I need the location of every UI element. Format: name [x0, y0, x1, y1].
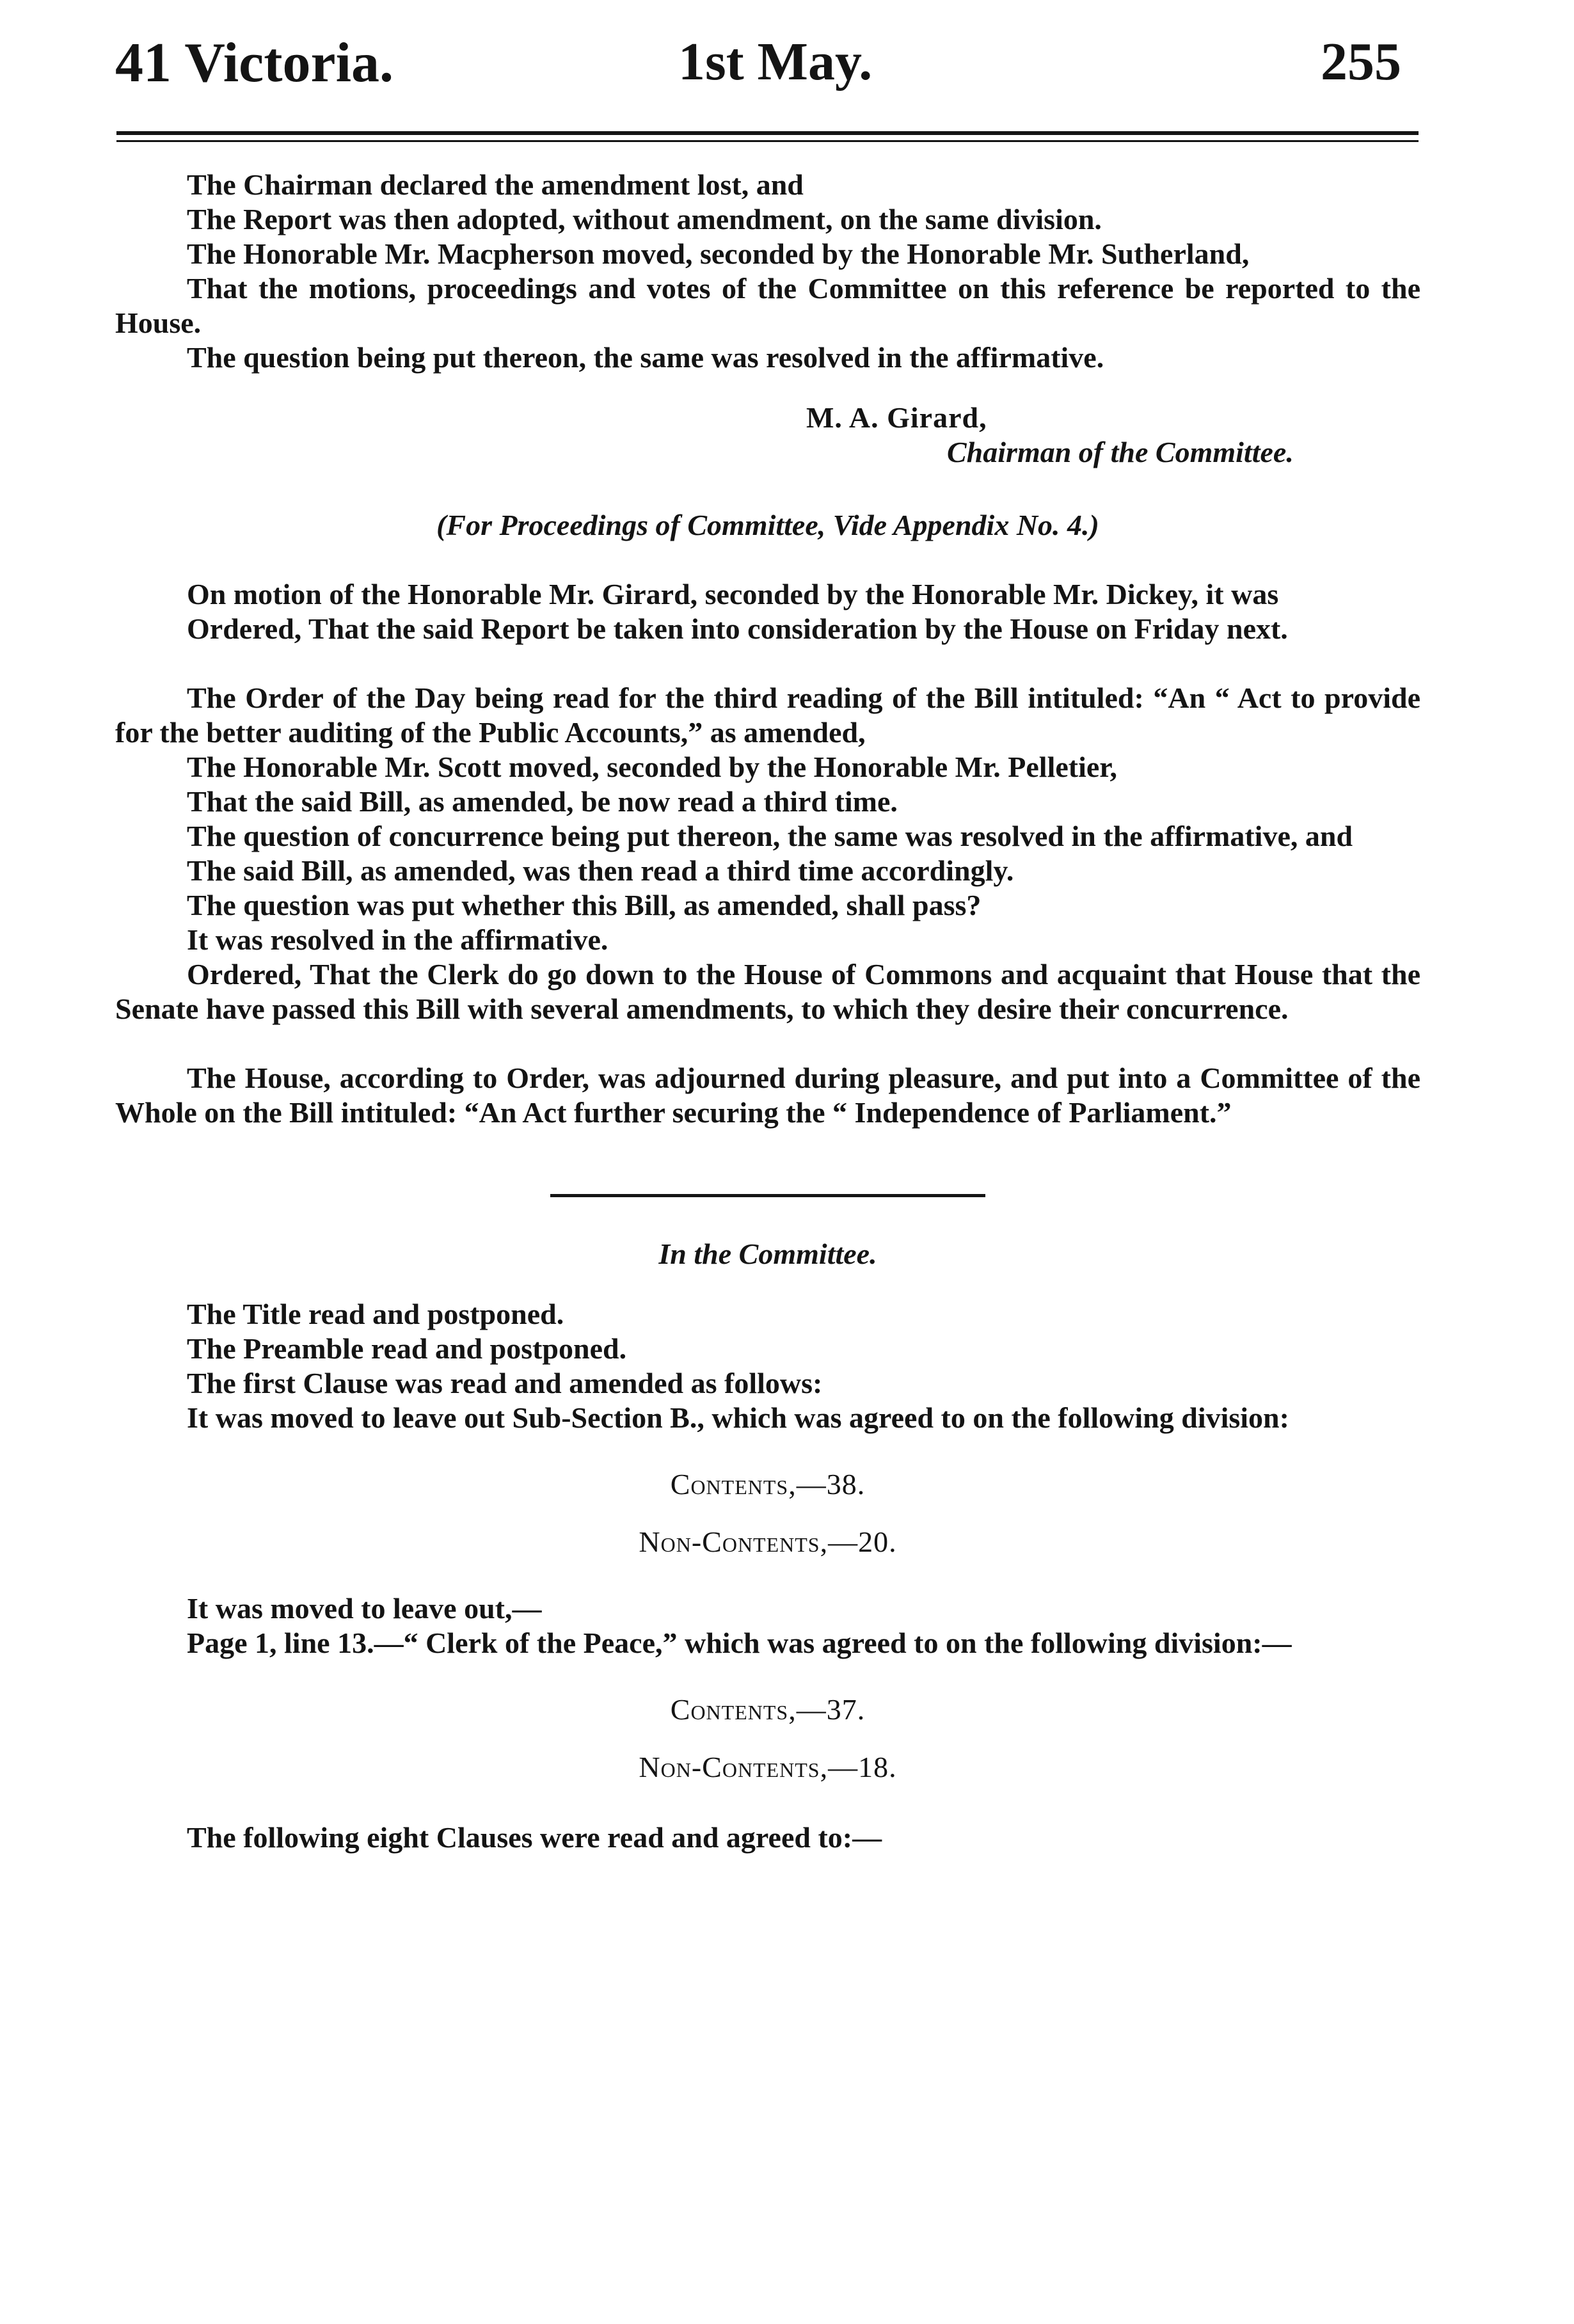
committee-heading: In the Committee. [658, 1238, 877, 1270]
running-head [115, 31, 1401, 101]
paragraph: It was moved to leave out,— [187, 1592, 542, 1625]
paragraph: The Order of the Day being read for the third reading of the Bill intituled: “An “ Act to provide for the better auditing of the Public Accounts,” as amended, [115, 681, 1420, 749]
journal-body [115, 168, 1420, 1855]
signatory-name: M. A. Girard, [806, 401, 987, 434]
paragraph: The House, according to Order, was adjourned during pleasure, and put into a Committee of the Whole on the Bill intituled: “An Act further securing the “ Independence of Parliament.” [115, 1062, 1420, 1129]
paragraph: Page 1, line 13.—“ Clerk of the Peace,” which was agreed to on the following division:— [187, 1627, 1292, 1659]
paragraph: The Preamble read and postponed. [187, 1332, 627, 1365]
paragraph: That the said Bill, as amended, be now read a third time. [187, 785, 898, 818]
paragraph: The first Clause was read and amended as follows: [187, 1367, 823, 1399]
paragraph: It was moved to leave out Sub-Section B., which was agreed to on the following division: [187, 1401, 1289, 1434]
header-double-rule [116, 131, 1419, 147]
paragraph: The Report was then adopted, without amendment, on the same division. [187, 203, 1102, 235]
paragraph: The following eight Clauses were read and agreed to:— [187, 1821, 882, 1854]
header-regnal-year: 41 Victoria. [115, 32, 394, 94]
header-date: 1st May. [678, 32, 873, 92]
paragraph: The Chairman declared the amendment lost, and [187, 168, 804, 201]
paragraph: Ordered, That the Clerk do go down to the House of Commons and acquaint that House that the Senate have passed this Bill with several amendments, to which they desire their concurrence. [115, 958, 1420, 1025]
paragraph: That the motions, proceedings and votes of the Committee on this reference be reported to the House. [115, 272, 1420, 339]
paragraph: Ordered, That the said Report be taken into consideration by the House on Friday next. [187, 612, 1288, 645]
paragraph: The question of concurrence being put thereon, the same was resolved in the affirmative, and [187, 820, 1353, 852]
paragraph: The question was put whether this Bill, as amended, shall pass? [187, 889, 982, 921]
header-page-number: 255 [1321, 32, 1401, 92]
paragraph: On motion of the Honorable Mr. Girard, seconded by the Honorable Mr. Dickey, it was [187, 578, 1279, 610]
paragraph: The Honorable Mr. Macpherson moved, seconded by the Honorable Mr. Sutherland, [187, 237, 1250, 270]
paragraph: The question being put thereon, the same was resolved in the affirmative. [187, 341, 1104, 374]
division-contents: Contents,—37. [670, 1693, 866, 1726]
signatory-title: Chairman of the Committee. [947, 436, 1294, 468]
paragraph: The said Bill, as amended, was then read a third time accordingly. [187, 854, 1014, 887]
division-contents: Contents,—38. [670, 1468, 866, 1500]
division-non-contents: Non-Contents,—20. [639, 1525, 897, 1558]
section-divider [550, 1194, 985, 1197]
paragraph: It was resolved in the affirmative. [187, 923, 608, 956]
appendix-reference: (For Proceedings of Committee, Vide Appendix No. 4.) [436, 509, 1099, 541]
signature-block [115, 401, 1420, 470]
division-non-contents: Non-Contents,—18. [639, 1751, 897, 1783]
paragraph: The Honorable Mr. Scott moved, seconded by the Honorable Mr. Pelletier, [187, 751, 1117, 783]
paragraph: The Title read and postponed. [187, 1298, 564, 1330]
